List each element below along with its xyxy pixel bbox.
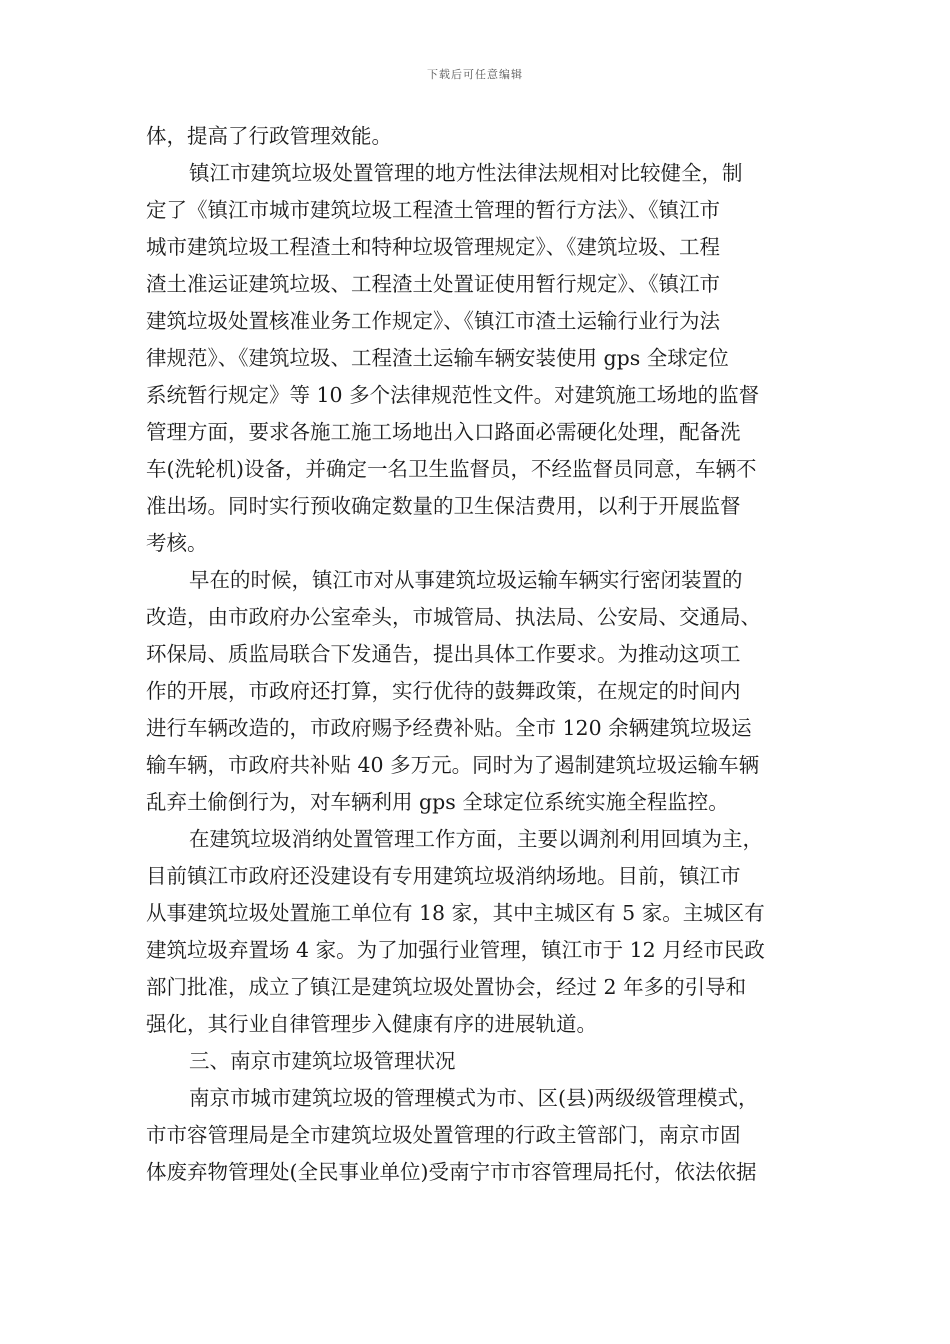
text-line: 系统暂行规定》等 10 多个法律规范性文件。对建筑施工场地的监督: [146, 383, 760, 407]
text-line: 体，提高了行政管理效能。: [146, 124, 392, 148]
text-line: 改造，由市政府办公室牵头，市城管局、执法局、公安局、交通局、: [146, 605, 761, 629]
text-line: 进行车辆改造的，市政府赐予经费补贴。全市 120 余辆建筑垃圾运: [146, 716, 752, 740]
text-line: 乱弃土偷倒行为，对车辆利用 gps 全球定位系统实施全程监控。: [146, 790, 729, 814]
text-line: 镇江市建筑垃圾处置管理的地方性法律法规相对比较健全，制: [189, 161, 743, 185]
text-line: 定了《镇江市城市建筑垃圾工程渣土管理的暂行方法》、《镇江市: [146, 198, 720, 222]
text-line: 渣土准运证建筑垃圾、工程渣土处置证使用暂行规定》、《镇江市: [146, 272, 720, 296]
text-line: 准出场。同时实行预收确定数量的卫生保洁费用，以利于开展监督: [146, 494, 741, 518]
text-line: 考核。: [146, 531, 208, 555]
text-line: 输车辆，市政府共补贴 40 多万元。同时为了遏制建筑垃圾运输车辆: [146, 753, 760, 777]
text-line: 体废弃物管理处(全民事业单位)受南宁市市容管理局托付，依法依据: [146, 1160, 757, 1184]
text-line: 强化，其行业自律管理步入健康有序的进展轨道。: [146, 1012, 597, 1036]
text-line: 三、南京市建筑垃圾管理状况: [189, 1049, 456, 1073]
text-line: 目前镇江市政府还没建设有专用建筑垃圾消纳场地。目前，镇江市: [146, 864, 741, 888]
text-line: 建筑垃圾弃置场 4 家。为了加强行业管理，镇江市于 12 月经市民政: [146, 938, 765, 962]
text-line: 城市建筑垃圾工程渣土和特种垃圾管理规定》、《建筑垃圾、工程: [146, 235, 720, 259]
text-line: 早在的时候，镇江市对从事建筑垃圾运输车辆实行密闭装置的: [189, 568, 743, 592]
text-line: 部门批准，成立了镇江是建筑垃圾处置协会，经过 2 年多的引导和: [146, 975, 747, 999]
text-line: 南京市城市建筑垃圾的管理模式为市、区(县)两级级管理模式，: [189, 1086, 759, 1110]
text-line: 律规范》、《建筑垃圾、工程渣土运输车辆安装使用 gps 全球定位: [146, 346, 729, 370]
document-body: [146, 118, 826, 1191]
text-line: 作的开展，市政府还打算，实行优待的鼓舞政策，在规定的时间内: [146, 679, 741, 703]
page-header: 下载后可任意编辑: [427, 68, 523, 81]
text-line: 建筑垃圾处置核准业务工作规定》、《镇江市渣土运输行业行为法: [146, 309, 720, 333]
text-line: 市市容管理局是全市建筑垃圾处置管理的行政主管部门，南京市固: [146, 1123, 741, 1147]
text-line: 管理方面，要求各施工施工场地出入口路面必需硬化处理，配备洗: [146, 420, 741, 444]
text-line: 环保局、质监局联合下发通告，提出具体工作要求。为推动这项工: [146, 642, 741, 666]
text-line: 从事建筑垃圾处置施工单位有 18 家，其中主城区有 5 家。主城区有: [146, 901, 765, 925]
text-line: 车(洗轮机)设备，并确定一名卫生监督员，不经监督员同意，车辆不: [146, 457, 757, 481]
text-line: 在建筑垃圾消纳处置管理工作方面，主要以调剂利用回填为主，: [189, 827, 763, 851]
